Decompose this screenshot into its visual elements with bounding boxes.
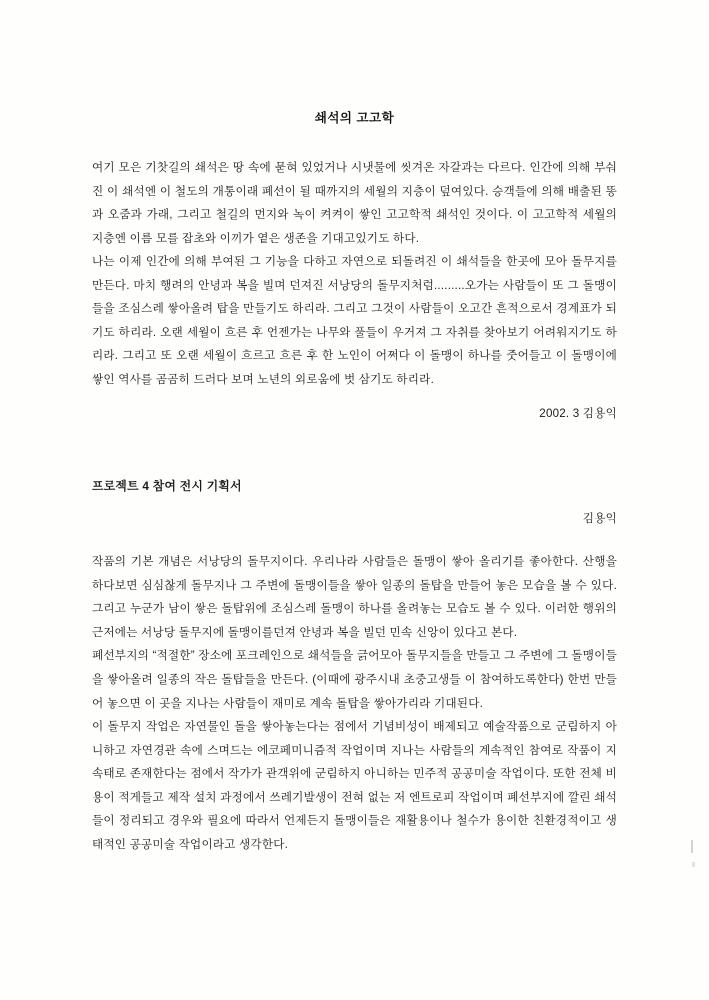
paragraph: 여기 모은 기찻길의 쇄석은 땅 속에 묻혀 있었거나 시냇물에 씻겨온 자갈과는 다르다. 인간에 의해 부숴진 이 쇄석엔 이 철도의 개통이래 폐선이 될 때까지의 세월의 지층이 덮여있다. 승객들에 의해 배출된 똥과 오줌과 가래, 그리고 철길의 먼지와 녹이 켜켜이 쌓인 고고학적 쇄석인 것이다. 이 고고학적 세월의 지층엔 이름 모를 잡초와 이끼가 옅은 생존을 기대고있기도 하다. [92,161,617,245]
paragraph: 작품의 기본 개념은 서낭당의 돌무지이다. 우리나라 사람들은 돌맹이 쌓아 올리기를 좋아한다. 산행을 하다보면 심심찮게 돌무지나 그 주변에 돌맹이들을 쌓아 일종의 돌탑을 만들어 놓은 모습을 볼 수 있다. 그리고 누군가 남이 쌓은 돌탑위에 조심스레 돌맹이 하나를 올려놓는 모습도 볼 수 있다. 이러한 행위의 근저에는 서낭당 돌무지에 돌맹이를던져 안녕과 복을 빌던 민속 신앙이 있다고 본다. [92,555,617,639]
page-title: 쇄석의 고고학 [314,111,395,125]
section-heading: 프로젝트 4 참여 전시 기획서 [92,479,242,494]
scan-artifact-mark [692,862,695,867]
paragraph: 나는 이제 인간에 의해 부여된 그 기능을 다하고 자연으로 되돌려진 이 쇄석들을 한곳에 모아 돌무지를 만든다. 마치 행려의 안녕과 복을 빌며 던져진 서낭당의 돌무지처럼.........오가는 사람들이 또 그 돌맹이들을 조심스레 쌓아올려 탑을 만들기도 하리라. 그리고 그것이 사람들이 오고간 흔적으로서 경계표가 되기도 하리라. 오랜 세월이 흐른 후 언젠가는 나무와 풀들이 우거져 그 자취를 찾아보기 어려워지기도 하리라. 그리고 또 오랜 세월이 흐르고 흐른 후 한 노인이 어쩌다 이 돌맹이 하나를 줏어들고 이 돌맹이에 쌓인 역사를 곰곰히 드러다 보며 노년의 외로움에 벗 삼기도 하리라. [92,255,617,386]
byline: 김용익 [582,512,617,526]
paragraph: 이 돌무지 작업은 자연물인 돌을 쌓아놓는다는 점에서 기념비성이 배제되고 예술작품으로 군림하지 아니하고 자연경관 속에 스며드는 에코페미니즘적 작업이며 지나는 사람들의 계속적인 참여로 작품이 지속태로 존재한다는 점에서 작가가 관객위에 군림하지 아니하는 민주적 공공미술 작업이다. 또한 전체 비용이 적게들고 제작 설치 과정에서 쓰레기발생이 전혀 없는 저 엔트로피 작업이며 폐선부지에 깔린 쇄석들이 정리되고 경우와 필요에 따라서 언제든지 돌맹이들은 재활용이나 철수가 용이한 친환경적이고 생태적인 공공미술 작업이라고 생각한다. [92,720,617,851]
paragraph: 폐선부지의 “적절한” 장소에 포크레인으로 쇄석들을 긁어모아 돌무지들을 만들고 그 주변에 그 돌맹이들을 쌓아올려 일종의 작은 돌탑들을 만든다. (이때에 광주시내 초중고생들 이 참여하도록한다) 한번 만들어 놓으면 이 곳을 지나는 사람들이 재미로 계속 돌탑을 쌓아가리라 기대된다. [92,649,617,710]
author-signature: 2002. 3 김용익 [539,407,617,421]
scan-artifact-mark [691,840,693,853]
